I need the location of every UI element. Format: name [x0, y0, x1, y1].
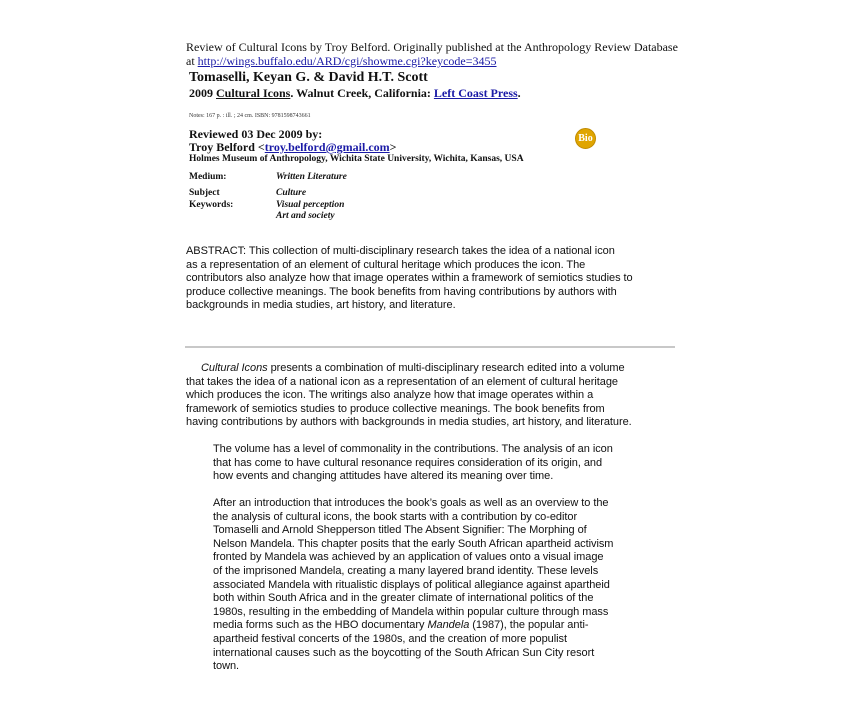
abstract-line: as a representation of an element of cultural heritage which produces the icon. The [186, 258, 586, 271]
body-line: which produces the icon. The writings also analyze how that image operates within a [186, 389, 594, 402]
pub-place: . Walnut Creek, California: [290, 86, 434, 100]
body-line: both within South Africa and in the greater climate of international politics of the [213, 592, 594, 605]
book-notes: Notes: 167 p. : ill. ; 24 cm. ISBN: 9781598743661 [189, 113, 311, 119]
keyword-item: Visual perception [276, 200, 345, 210]
body-line-rest: presents a combination of multi-disciplinary research edited into a volume [267, 362, 625, 374]
authors: Tomaselli, Keyan G. & David H.T. Scott [189, 70, 428, 85]
keyword-item: Art and society [276, 211, 335, 221]
body-line: Tomaselli and Arnold Shepperson titled The Absent Signifier: The Morphing of [213, 524, 587, 537]
reviewer-name: Troy Belford < [189, 140, 265, 154]
body-line: town. [213, 660, 240, 673]
intro-url-line [186, 54, 678, 68]
reviewed-date: Reviewed 03 Dec 2009 by: [189, 127, 323, 141]
body-line: that has come to have cultural resonance requires consideration of its origin, and [213, 456, 603, 469]
body-line: apartheid festival concerts of the 1980s, and the creation of more populist [213, 632, 567, 645]
body-paragraph-1 [186, 362, 632, 430]
body-line [186, 362, 632, 376]
reviewer-email-link[interactable]: troy.belford@gmail.com [264, 140, 390, 154]
body-line: of the imprisoned Mandela, creating a many layered brand identity. These levels [213, 564, 599, 577]
body-paragraph-2 [213, 443, 613, 484]
subject-label: Subject [189, 188, 220, 198]
body-line: having contributions by authors with backgrounds in media studies, art history, and literature. [186, 416, 632, 429]
abstract-line: produce collective meanings. The book benefits from having contributions by authors with [186, 285, 617, 298]
at-label: at [186, 54, 198, 68]
body-line: fronted by Mandela was achieved by an application of values onto a visual image [213, 551, 604, 564]
intro-text: Review of Cultural Icons by Troy Belford. Originally published at the Anthropology Review Database [186, 40, 678, 54]
body-line: associated Mandela with ritualistic displays of political allegiance against apartheid [213, 578, 610, 591]
body-line: 1980s, resulting in the embedding of Mandela within popular culture through mass [213, 605, 609, 618]
source-url-link[interactable]: http://wings.buffalo.edu/ARD/cgi/showme.cgi?keycode=3455 [197, 54, 497, 68]
body-line: After an introduction that introduces the book’s goals as well as an overview to the [213, 497, 609, 509]
book-title: Cultural Icons [216, 86, 291, 100]
abstract-line: ABSTRACT: This collection of multi-disciplinary research takes the idea of a national icon [186, 245, 615, 257]
body-line: Nelson Mandela. This chapter posits that the early South African apartheid activism [213, 537, 614, 550]
body-line-pre: media forms such as the HBO documentary [213, 619, 428, 632]
reviewer-close: > [389, 140, 397, 154]
medium-label: Medium: [189, 172, 227, 182]
film-title-italic: Mandela [427, 619, 470, 632]
bio-button[interactable]: Bio [575, 128, 596, 149]
publisher-link[interactable]: Left Coast Press [433, 86, 518, 100]
pub-end: . [517, 86, 521, 100]
body-line: international causes such as the boycotting of the South African Sun City resort [213, 646, 595, 659]
body-line: The volume has a level of commonality in the contributions. The analysis of an icon [213, 443, 613, 455]
book-title-italic: Cultural Icons [201, 362, 268, 374]
pub-year: 2009 [189, 86, 216, 100]
body-line: framework of semiotics studies to produce collective meanings. The book benefits from [186, 402, 605, 415]
publication-line [189, 86, 521, 100]
body-line-post: (1987), the popular anti- [469, 619, 589, 632]
abstract-line: contributors also analyze how that image operates within a framework of semiotics studies to [186, 272, 633, 285]
body-paragraph-3 [213, 497, 613, 674]
section-divider [185, 346, 675, 348]
keywords-label: Keywords: [189, 200, 234, 210]
keyword-item: Culture [276, 188, 307, 198]
body-line [213, 619, 613, 633]
reviewer-affiliation: Holmes Museum of Anthropology, Wichita State University, Wichita, Kansas, USA [189, 154, 524, 164]
body-line: the analysis of cultural icons, the book starts with a contribution by co-editor [213, 510, 578, 523]
abstract [186, 245, 676, 313]
abstract-line: backgrounds in media studies, art history, and literature. [186, 299, 456, 312]
source-intro [186, 40, 678, 68]
body-line: that takes the idea of a national icon as a representation of an element of cultural heritage [186, 375, 618, 388]
body-line: how events and changing attitudes have altered its meaning over time. [213, 470, 554, 483]
reviewer [189, 140, 397, 154]
medium-value: Written Literature [276, 172, 347, 182]
